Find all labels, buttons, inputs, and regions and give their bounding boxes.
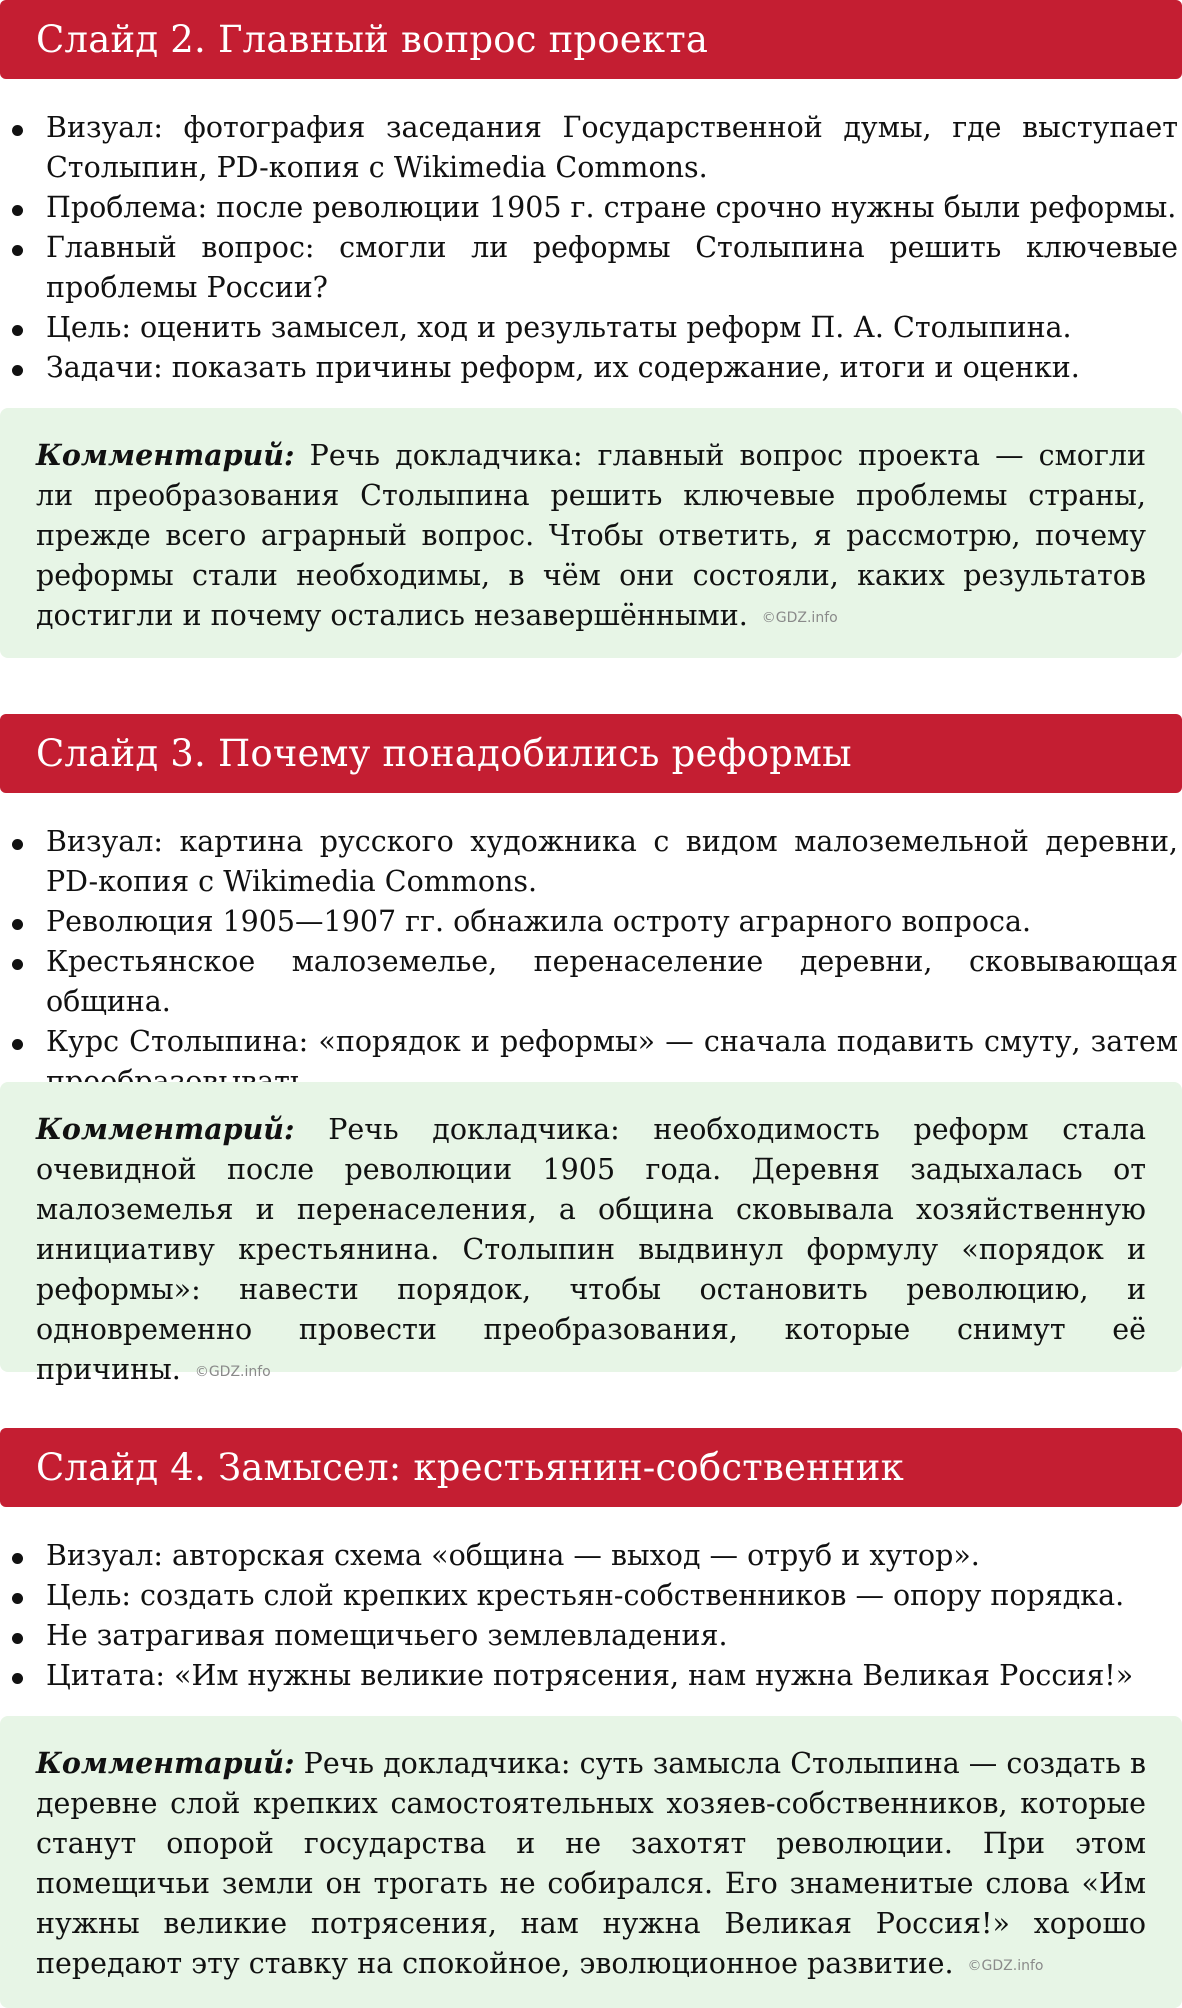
list-item: [0, 1616, 1182, 1656]
comment-label: Комментарий:: [36, 1112, 295, 1146]
slide-2-bullet-list: [0, 108, 1182, 388]
slide-3-comment: [36, 1109, 1146, 1392]
slide-2-header: [0, 0, 1182, 79]
bullet-text: Революция 1905—1907 гг. обнажила остроту аграрного вопроса.: [46, 905, 1032, 938]
bullet-text: Цель: создать слой крепких крестьян-собственников — опору порядка.: [46, 1579, 1125, 1612]
bullet-text: Визуал: картина русского художника с видом малоземельной деревни, PD-копия с Wikimedia Commons.: [46, 825, 1178, 898]
bullet-icon: [12, 839, 23, 850]
list-item: [0, 1656, 1182, 1696]
watermark: ©GDZ.info: [761, 609, 838, 626]
list-item: [0, 822, 1182, 902]
list-item: [0, 188, 1182, 228]
list-item: [0, 108, 1182, 188]
bullet-icon: [12, 1553, 23, 1564]
slide-3-header: [0, 714, 1182, 793]
bullet-icon: [12, 1039, 23, 1050]
bullet-text: Визуал: авторская схема «община — выход — отруб и хутор».: [46, 1539, 980, 1572]
bullet-icon: [12, 959, 23, 970]
bullet-text: Проблема: после революции 1905 г. стране срочно нужны были реформы.: [46, 191, 1177, 224]
list-item: [0, 1536, 1182, 1576]
bullet-text: Визуал: фотография заседания Государственной думы, где выступает Столыпин, PD-копия с Wikimedia Commons.: [46, 111, 1178, 184]
list-item: [0, 902, 1182, 942]
watermark: ©GDZ.info: [194, 1363, 271, 1380]
bullet-icon: [12, 365, 23, 376]
bullet-icon: [12, 205, 23, 216]
list-item: [0, 308, 1182, 348]
comment-text: Речь докладчика: необходимость реформ стала очевидной после революции 1905 года. Деревня задыхалась от малоземелья и перенаселения, а община сковывала хозяйственную инициативу крестьянина. Столыпин выдвинул формулу «порядок и реформы»: навести порядок, чтобы остановить революцию, и одновременно провести преобразования, которые снимут её причины.: [36, 1113, 1147, 1386]
slide-4-bullet-list: [0, 1536, 1182, 1696]
list-item: [0, 348, 1182, 388]
list-item: [0, 228, 1182, 308]
slide-4-comment-box: [0, 1716, 1182, 2008]
bullet-text: Цель: оценить замысел, ход и результаты реформ П. А. Столыпина.: [46, 311, 1072, 344]
list-item: [0, 942, 1182, 1022]
comment-text: Речь докладчика: суть замысла Столыпина — создать в деревне слой крепких самостоятельных хозяев-собственников, которые станут опорой государства и не захотят революции. При этом помещичьи земли он трогать не собирался. Его знаменитые слова «Им нужны великие потрясения, нам нужна Великая Россия!» хорошо передают эту ставку на спокойное, эволюционное развитие.: [36, 1747, 1147, 1980]
bullet-text: Не затрагивая помещичьего землевладения.: [46, 1619, 728, 1652]
slide-2-comment-box: [0, 408, 1182, 658]
bullet-icon: [12, 125, 23, 136]
bullet-icon: [12, 1673, 23, 1684]
slide-4-header: [0, 1428, 1182, 1507]
bullet-text: Цитата: «Им нужны великие потрясения, нам нужна Великая Россия!»: [46, 1659, 1134, 1692]
bullet-text: Крестьянское малоземелье, перенаселение деревни, сковывающая община.: [46, 945, 1178, 1018]
bullet-icon: [12, 1593, 23, 1604]
slide-2-comment: [36, 435, 1146, 638]
bullet-icon: [12, 1633, 23, 1644]
bullet-text: Курс Столыпина: «порядок и реформы» — сначала подавить смуту, затем: [46, 1025, 1178, 1058]
list-item: [0, 1576, 1182, 1616]
comment-label: Комментарий:: [36, 1746, 295, 1780]
bullet-text: Задачи: показать причины реформ, их содержание, итоги и оценки.: [46, 351, 1080, 384]
slide-2-title: Слайд 2. Главный вопрос проекта: [36, 18, 709, 61]
comment-label: Комментарий:: [36, 438, 295, 472]
comment-text: Речь докладчика: главный вопрос проекта — смогли ли преобразования Столыпина решить ключевые проблемы страны, прежде всего аграрный вопрос. Чтобы ответить, я рассмотрю, почему реформы стали необходимы, в чём они состояли, каких результатов достигли и почему остались незавершёнными.: [36, 439, 1146, 632]
bullet-icon: [12, 245, 23, 256]
bullet-icon: [12, 325, 23, 336]
slide-4-title: Слайд 4. Замысел: крестьянин-собственник: [36, 1446, 904, 1489]
slide-3-title: Слайд 3. Почему понадобились реформы: [36, 732, 852, 775]
bullet-text: Главный вопрос: смогли ли реформы Столыпина решить ключевые проблемы России?: [46, 231, 1178, 304]
watermark: ©GDZ.info: [967, 1957, 1044, 1974]
bullet-icon: [12, 919, 23, 930]
slide-4-comment: [36, 1743, 1146, 1986]
slide-3-comment-box: [0, 1082, 1182, 1386]
slide-3-bullet-list: [0, 822, 1182, 1102]
